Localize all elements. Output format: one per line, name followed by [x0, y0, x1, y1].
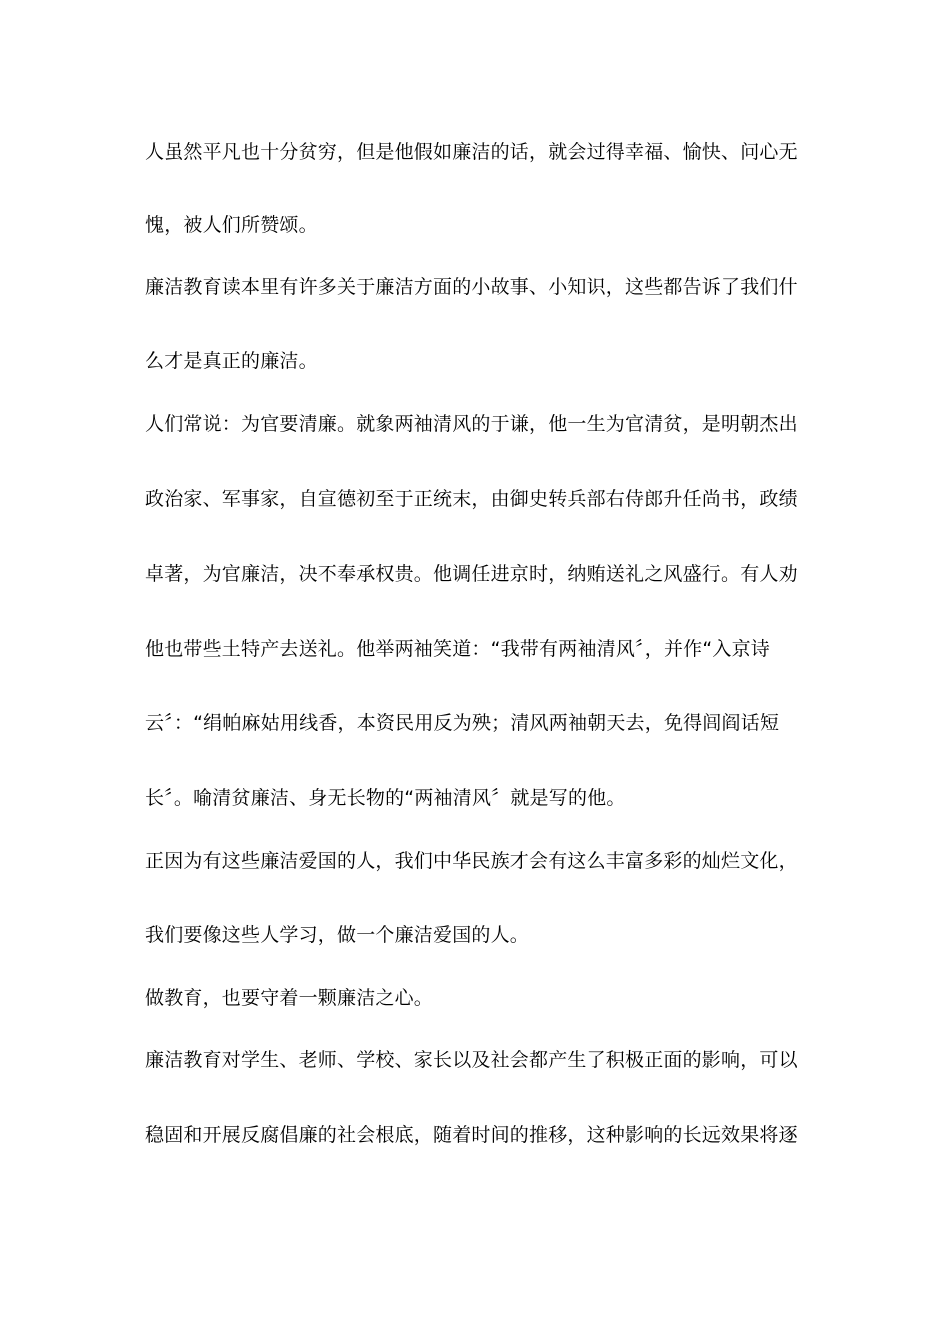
text-line: 长〞。喻清贫廉洁、身无长物的“两袖清风〞就是写的他。: [145, 787, 626, 809]
text-line: 廉洁教育读本里有许多关于廉洁方面的小故事、小知识，这些都告诉了我们什: [145, 276, 798, 298]
text-line: 云〞：“绢帕麻姑用线香，本资民用反为殃；清风两袖朝天去，免得闾阎话短: [145, 712, 780, 734]
text-line: 稳固和开展反腐倡廉的社会根底，随着时间的推移，这种影响的长远效果将逐: [145, 1124, 798, 1146]
text-line: 卓著，为官廉洁，决不奉承权贵。他调任进京时，纳贿送礼之风盛行。有人劝: [145, 563, 798, 585]
text-line: 人们常说：为官要清廉。就象两袖清风的于谦，他一生为官清贫，是明朝杰出: [145, 413, 798, 435]
text-line: 政治家、军事家，自宣德初至于正统末，由御史转兵部右侍郎升任尚书，政绩: [145, 488, 798, 510]
text-line: 他也带些土特产去送礼。他举两袖笑道：“我带有两袖清风〞，并作“入京诗: [145, 638, 770, 660]
text-line: 我们要像这些人学习，做一个廉洁爱国的人。: [145, 924, 530, 946]
text-line: 人虽然平凡也十分贫穷，但是他假如廉洁的话，就会过得幸福、愉快、问心无: [145, 141, 798, 163]
text-line: 么才是真正的廉洁。: [145, 350, 318, 372]
text-line: 正因为有这些廉洁爱国的人，我们中华民族才会有这么丰富多彩的灿烂文化，: [145, 850, 798, 872]
text-line: 愧，被人们所赞颂。: [145, 214, 318, 236]
text-line: 做教育，也要守着一颗廉洁之心。: [145, 987, 434, 1009]
text-line: 廉洁教育对学生、老师、学校、家长以及社会都产生了积极正面的影响，可以: [145, 1049, 798, 1071]
